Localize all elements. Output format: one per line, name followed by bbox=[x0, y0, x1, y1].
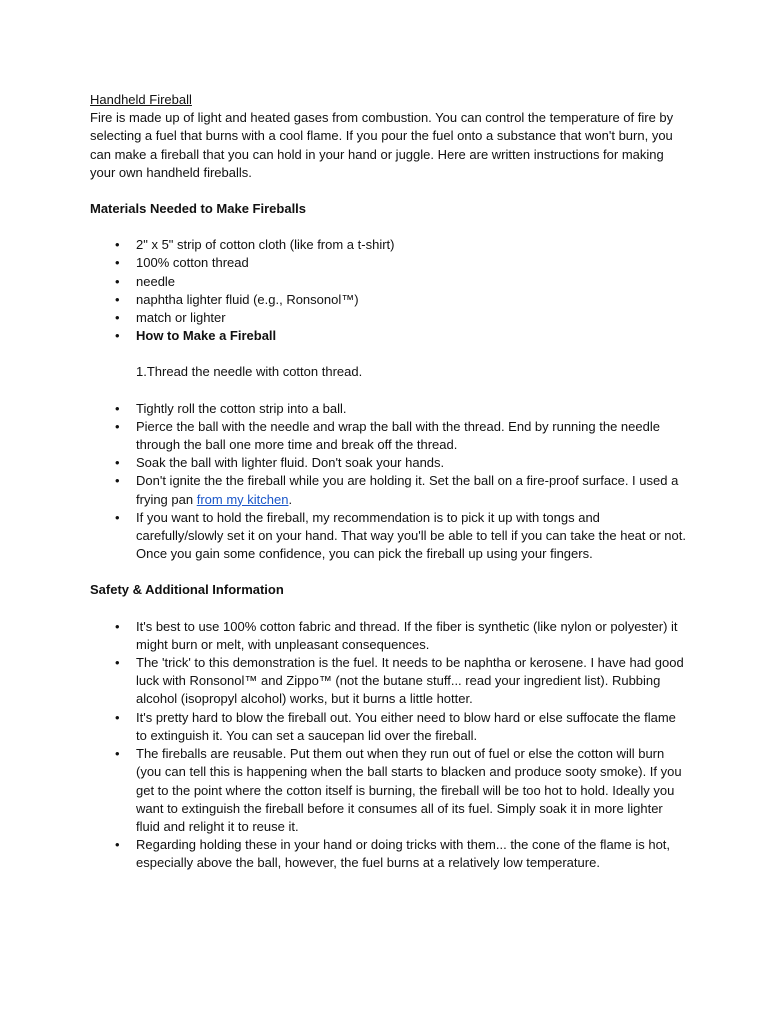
document-page bbox=[90, 91, 690, 873]
bullet-icon: • bbox=[115, 255, 120, 271]
list-item-text: Tightly roll the cotton strip into a ball. bbox=[136, 400, 347, 416]
bullet-icon: • bbox=[115, 237, 120, 253]
list-item-text: 2" x 5" strip of cotton cloth (like from a t-shirt) bbox=[136, 237, 395, 253]
bullet-icon: • bbox=[115, 655, 120, 671]
document-title: Handheld Fireball bbox=[90, 92, 192, 107]
safety-list bbox=[90, 618, 690, 873]
list-item bbox=[90, 618, 690, 654]
list-item bbox=[90, 273, 690, 291]
list-item-text: It's pretty hard to blow the fireball out. You either need to blow hard or else suffocate the flame to extinguish it. You can set a saucepan lid over the fireball. bbox=[136, 709, 676, 743]
step-one: 1.Thread the needle with cotton thread. bbox=[136, 364, 363, 380]
bullet-icon: • bbox=[115, 473, 120, 489]
list-item-text: naphtha lighter fluid (e.g., Ronsonol™) bbox=[136, 291, 359, 307]
bullet-icon: • bbox=[115, 418, 120, 434]
list-item bbox=[90, 418, 690, 454]
list-item-text: needle bbox=[136, 273, 176, 289]
bullet-icon: • bbox=[115, 291, 120, 307]
list-item bbox=[90, 400, 690, 418]
bullet-icon: • bbox=[115, 837, 120, 853]
intro-paragraph: Fire is made up of light and heated gases from combustion. You can control the temperature of fire by selecting a fuel that burns with a cool flame. If you pour the fuel onto a substance that won't burn, you can make a fireball that you can hold in your hand or juggle. Here are written instructions for making your own handheld fireballs. bbox=[90, 110, 674, 180]
list-item-text: It's best to use 100% cotton fabric and thread. If the fiber is synthetic (like nylon or polyester) it might burn or melt, with unpleasant consequences. bbox=[136, 618, 678, 652]
list-item-text: The fireballs are reusable. Put them out when they run out of fuel or else the cotton will burn (you can tell this is happening when the ball starts to blacken and produce sooty smoke). If you get to the point where the cotton itself is burning, the fireball will be too hot to hold. Ideally you want to extinguish the fireball before it consumes all of its fuel. Simply soak it in more lighter fluid and relight it to reuse it. bbox=[136, 746, 682, 834]
materials-list bbox=[90, 236, 690, 345]
bullet-icon: • bbox=[115, 509, 120, 525]
bullet-icon: • bbox=[115, 746, 120, 762]
list-item bbox=[90, 327, 690, 345]
bullet-icon: • bbox=[115, 618, 120, 634]
list-item bbox=[90, 509, 690, 564]
list-item bbox=[90, 654, 690, 709]
bullet-icon: • bbox=[115, 400, 120, 416]
list-item bbox=[90, 454, 690, 472]
list-item-text: Regarding holding these in your hand or doing tricks with them... the cone of the flame is hot, especially above the ball, however, the fuel burns at a relatively low temperature. bbox=[136, 837, 671, 871]
safety-heading: Safety & Additional Information bbox=[90, 582, 284, 598]
materials-heading: Materials Needed to Make Fireballs bbox=[90, 201, 307, 217]
list-item-text: If you want to hold the fireball, my recommendation is to pick it up with tongs and carefully/slowly set it on your hand. That way you'll be able to tell if you can take the heat or not. Once you gain some confidence, you can pick the fireball up using your fingers. bbox=[136, 509, 686, 562]
list-item bbox=[90, 836, 690, 872]
list-item bbox=[90, 254, 690, 272]
list-item-text: Pierce the ball with the needle and wrap the ball with the thread. End by running the needle through the ball one more time and break off the thread. bbox=[136, 418, 660, 453]
list-item bbox=[90, 472, 690, 508]
list-item-text: match or lighter bbox=[136, 310, 226, 326]
bullet-icon: • bbox=[115, 310, 120, 326]
list-item-text: Don't ignite the the fireball while you are holding it. Set the ball on a fire-proof surface. I used a frying pan bbox=[136, 473, 679, 507]
howto-list bbox=[90, 400, 690, 564]
kitchen-link[interactable]: from my kitchen bbox=[196, 491, 289, 507]
list-item bbox=[90, 236, 690, 254]
howto-heading: How to Make a Fireball bbox=[136, 328, 277, 344]
list-item bbox=[90, 309, 690, 327]
list-item bbox=[90, 745, 690, 836]
bullet-icon: • bbox=[115, 328, 120, 344]
list-item bbox=[90, 291, 690, 309]
list-item-text: 100% cotton thread bbox=[136, 255, 249, 271]
list-item-text: The 'trick' to this demonstration is the fuel. It needs to be naphtha or kerosene. I have had good luck with Ronsonol™ and Zippo™ (not the butane stuff... read your ingredient list). Rubbing alcohol (isopropyl alcohol) works, but it burns a little hotter. bbox=[136, 655, 684, 707]
bullet-icon: • bbox=[115, 273, 120, 289]
list-item-text: Soak the ball with lighter fluid. Don't soak your hands. bbox=[136, 455, 445, 471]
bullet-icon: • bbox=[115, 455, 120, 471]
punctuation: . bbox=[288, 491, 293, 507]
bullet-icon: • bbox=[115, 709, 120, 725]
list-item bbox=[90, 709, 690, 745]
